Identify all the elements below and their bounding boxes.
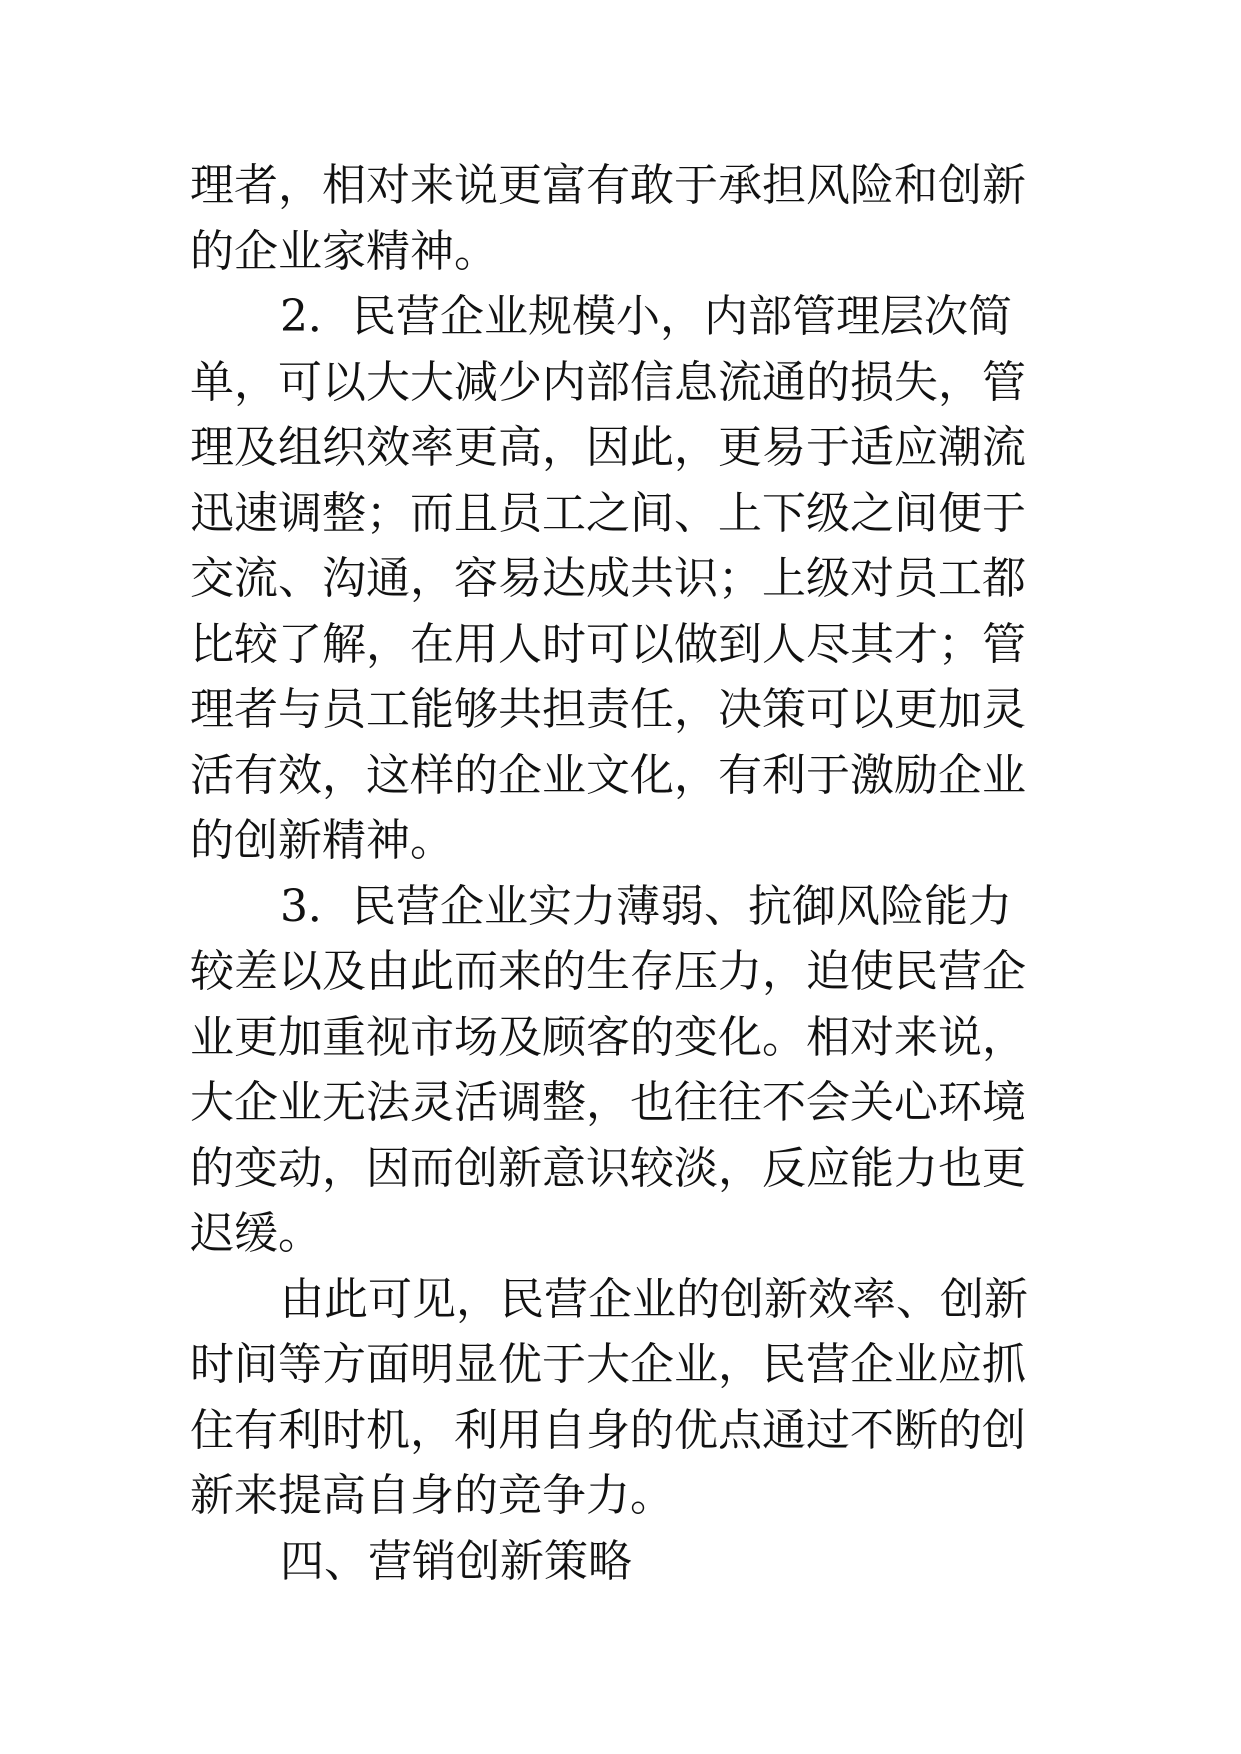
text-line: 迅速调整；而且员工之间、上下级之间便于 [190,487,1026,539]
text-line: 交流、沟通，容易达成共识；上级对员工都 [190,553,1026,604]
text-line: 业更加重视市场及顾客的变化。相对来说， [190,1011,1026,1063]
text-line: 理者与员工能够共担责任，决策可以更加灵 [190,684,1026,735]
text-line: 迟缓。 [190,1208,322,1259]
text-line: 理及组织效率更高，因此，更易于适应潮流 [190,422,1026,473]
text-line: 较差以及由此而来的生存压力，迫使民营企 [190,946,1026,997]
text-line: 时间等方面明显优于大企业，民营企业应抓 [190,1339,1026,1390]
text-line: 理者，相对来说更富有敢于承担风险和创新 [190,160,1026,211]
text-line: 活有效，这样的企业文化，有利于激励企业 [190,749,1026,801]
text-line: 单，可以大大减少内部信息流通的损失，管 [190,356,1026,408]
body-text [190,153,1070,1594]
text-line: 的企业家精神。 [190,225,498,277]
paragraph-first-line: 2．民营企业规模小，内部管理层次简 [280,291,1012,342]
text-line: 大企业无法灵活调整，也往往不会关心环境 [190,1077,1026,1128]
text-line: 比较了解，在用人时可以做到人尽其才；管 [190,618,1026,670]
text-line: 的变动，因而创新意识较淡，反应能力也更 [190,1142,1026,1194]
paragraph-first-line: 由此可见，民营企业的创新效率、创新 [280,1273,1028,1325]
text-line: 住有利时机，利用自身的优点通过不断的创 [190,1404,1026,1456]
text-line: 新来提高自身的竞争力。 [190,1470,674,1521]
section-heading: 四、营销创新策略 [280,1535,632,1587]
paragraph-first-line: 3．民营企业实力薄弱、抗御风险能力 [280,880,1012,932]
text-line: 的创新精神。 [190,815,454,866]
